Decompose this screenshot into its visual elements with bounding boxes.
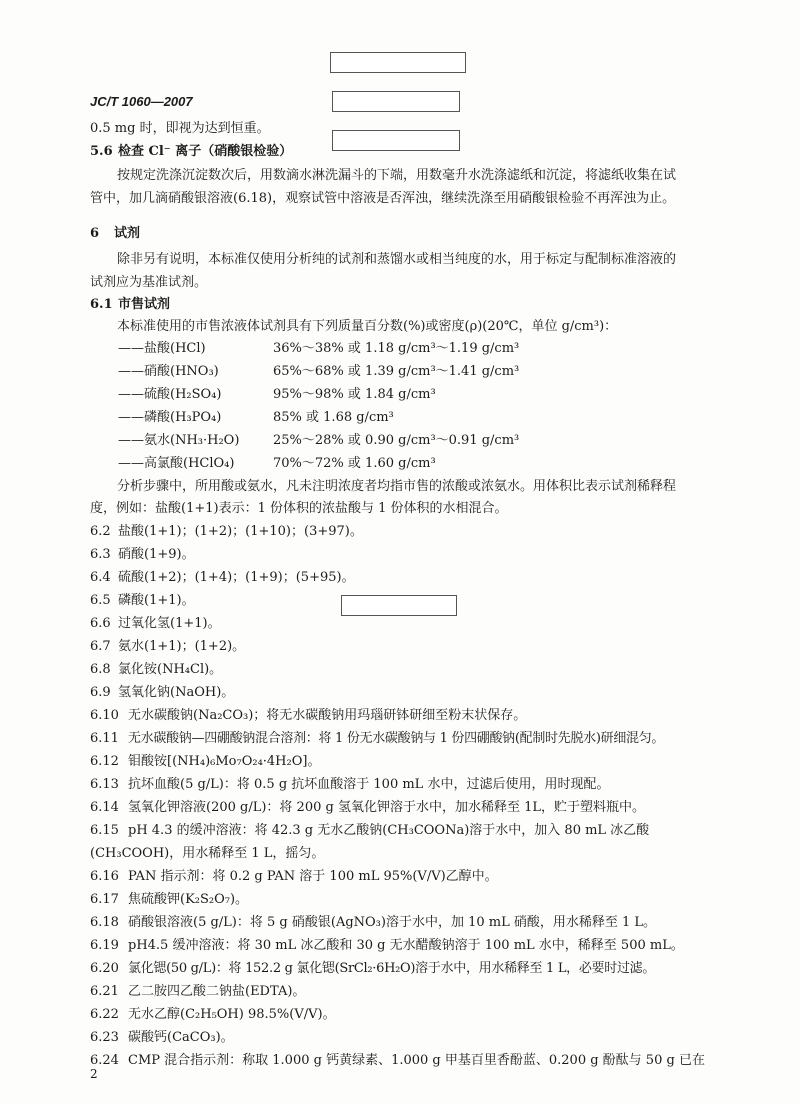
reagent-name: ——高氯酸(HClO₄) [118, 456, 235, 471]
reagent-row [118, 386, 436, 403]
blank-box-item-6-6 [341, 595, 457, 616]
list-item [90, 753, 320, 770]
section-6-heading [90, 225, 140, 242]
item-text: 硝酸(1+9)。 [118, 547, 195, 562]
list-item [90, 684, 234, 701]
item-text: 钼酸铵[(NH₄)₆Mo₇O₂₄·4H₂O]。 [128, 754, 321, 769]
item-number: 6.7 [90, 639, 111, 654]
item-number: 6.24 [90, 1053, 119, 1068]
reagent-spec: 85% 或 1.68 g/cm³ [273, 410, 394, 425]
item-number: 6.3 [90, 547, 111, 562]
item-number: 6.18 [90, 915, 119, 930]
list-item [90, 1052, 705, 1069]
item-number: 6.2 [90, 524, 111, 539]
section-6-para-line1: 除非另有说明，本标准仅使用分析纯的试剂和蒸馏水或相当纯度的水，用于标定与配制标准溶液的 [117, 252, 677, 267]
reagent-row [118, 432, 519, 449]
section-5-6-number: 5.6 [90, 144, 113, 159]
list-item [90, 569, 355, 586]
section-5-6-para-line2: 管中，加几滴硝酸银溶液(6.18)，观察试管中溶液是否浑浊，继续洗涤至用硝酸银检验不再浑浊为止。 [90, 191, 676, 206]
item-text: 焦硫酸钾(K₂S₂O₇)。 [128, 892, 249, 907]
section-6-1-title: 市售试剂 [118, 297, 171, 312]
item-number: 6.8 [90, 662, 111, 677]
item-text: CMP 混合指示剂：称取 1.000 g 钙黄绿素、1.000 g 甲基百里香酚蓝、0.200 g 酚酞与 50 g 已在 [128, 1053, 705, 1068]
item-number: 6.11 [90, 731, 119, 746]
item-number: 6.14 [90, 800, 119, 815]
item-text: 无水乙醇(C₂H₅OH) 98.5%(V/V)。 [128, 1007, 336, 1022]
item-text: 磷酸(1+1)。 [118, 593, 195, 608]
reagent-name: ——硝酸(HNO₃) [118, 364, 219, 379]
list-item-continuation: (CH₃COOH)，用水稀释至 1 L，摇匀。 [90, 846, 325, 861]
section-6-1-intro: 本标准使用的市售浓液体试剂具有下列质量百分数(%)或密度(ρ)(20℃，单位 g/cm³)： [117, 319, 618, 334]
reagent-row [118, 340, 519, 357]
section-5-6-title: 检查 Cl⁻ 离子（硝酸银检验） [118, 144, 293, 159]
list-item [90, 707, 526, 724]
reagent-spec: 65%～68% 或 1.39 g/cm³～1.41 g/cm³ [273, 364, 520, 379]
dilution-note-line1: 分析步骤中，所用酸或氨水，凡未注明浓度者均指市售的浓酸或浓氨水。用体积比表示试剂稀释程 [117, 479, 677, 494]
intro-line: 0.5 mg 时，即视为达到恒重。 [90, 121, 270, 136]
item-number: 6.12 [90, 754, 119, 769]
list-item [90, 546, 195, 563]
item-text: 碳酸钙(CaCO₃)。 [128, 1030, 234, 1045]
item-text: 氢氧化钠(NaOH)。 [118, 685, 235, 700]
reagent-spec: 25%～28% 或 0.90 g/cm³～0.91 g/cm³ [273, 433, 520, 448]
reagent-spec: 36%～38% 或 1.18 g/cm³～1.19 g/cm³ [273, 341, 520, 356]
list-item [90, 592, 195, 609]
item-number: 6.10 [90, 708, 119, 723]
item-text: 过氧化氢(1+1)。 [118, 616, 221, 631]
blank-box-header-right [332, 91, 460, 112]
item-text: 乙二胺四乙酸二钠盐(EDTA)。 [128, 984, 306, 999]
item-text: 无水碳酸钠(Na₂CO₃)；将无水碳酸钠用玛瑙研钵研细至粉末状保存。 [128, 708, 527, 723]
list-item [90, 1006, 336, 1023]
item-number: 6.4 [90, 570, 111, 585]
item-text: PAN 指示剂：将 0.2 g PAN 溶于 100 mL 95%(V/V)乙醇中。 [128, 869, 498, 884]
reagent-name: ——盐酸(HCl) [118, 341, 206, 356]
reagent-name: ——硫酸(H₂SO₄) [118, 387, 222, 402]
list-item [90, 868, 498, 885]
list-item [90, 891, 248, 908]
list-item [90, 776, 609, 793]
list-item [90, 661, 222, 678]
item-text: 氢氧化钾溶液(200 g/L)：将 200 g 氢氧化钾溶于水中，加水稀释至 1L，贮于塑料瓶中。 [128, 800, 645, 815]
item-text: 氨水(1+1)；(1+2)。 [118, 639, 246, 654]
item-number: 6.22 [90, 1007, 119, 1022]
item-number: 6.19 [90, 938, 119, 953]
item-text: 抗坏血酸(5 g/L)：将 0.5 g 抗坏血酸溶于 100 mL 水中，过滤后使用，用时现配。 [128, 777, 610, 792]
list-item [90, 937, 684, 954]
list-item [90, 822, 649, 839]
item-number: 6.6 [90, 616, 111, 631]
item-number: 6.9 [90, 685, 111, 700]
list-item [90, 638, 245, 655]
item-number: 6.5 [90, 593, 111, 608]
list-item [90, 799, 645, 816]
item-number: 6.13 [90, 777, 119, 792]
reagent-row [118, 455, 436, 472]
item-text: pH4.5 缓冲溶液：将 30 mL 冰乙酸和 30 g 无水醋酸钠溶于 100 mL 水中，稀释至 500 mL。 [128, 938, 684, 953]
reagent-spec: 70%～72% 或 1.60 g/cm³ [273, 456, 436, 471]
blank-box-top [330, 52, 466, 73]
standard-code: JC/T 1060—2007 [90, 94, 193, 109]
dilution-note-line2: 度，例如：盐酸(1+1)表示：1 份体积的浓盐酸与 1 份体积的水相混合。 [90, 501, 508, 516]
item-text: 无水碳酸钠—四硼酸钠混合溶剂：将 1 份无水碳酸钠与 1 份四硼酸钠(配制时先脱水)研细混匀。 [128, 731, 665, 746]
item-text: 盐酸(1+1)；(1+2)；(1+10)；(3+97)。 [118, 524, 363, 539]
item-text: 氯化铵(NH₄Cl)。 [118, 662, 223, 677]
section-5-6-heading [90, 143, 292, 160]
list-item [90, 1029, 234, 1046]
reagent-row [118, 409, 394, 426]
item-text: pH 4.3 的缓冲溶液：将 42.3 g 无水乙酸钠(CH₃COONa)溶于水中，加入 80 mL 冰乙酸 [128, 823, 650, 838]
page-number: 2 [90, 1067, 98, 1081]
list-item [90, 983, 305, 1000]
section-6-1-heading [90, 296, 170, 313]
reagent-row [118, 363, 519, 380]
section-6-number: 6 [90, 226, 100, 241]
item-number: 6.21 [90, 984, 119, 999]
item-number: 6.17 [90, 892, 119, 907]
item-text: 硝酸银溶液(5 g/L)：将 5 g 硝酸银(AgNO₃)溶于水中，加 10 mL 硝酸，用水稀释至 1 L。 [128, 915, 657, 930]
item-number: 6.16 [90, 869, 119, 884]
reagent-name: ——氨水(NH₃·H₂O) [118, 433, 240, 448]
item-text: 氯化锶(50 g/L)：将 152.2 g 氯化锶(SrCl₂·6H₂O)溶于水中，用水稀释至 1 L，必要时过滤。 [128, 961, 656, 976]
reagent-name: ——磷酸(H₃PO₄) [118, 410, 222, 425]
blank-box-mid [332, 130, 460, 151]
item-number: 6.15 [90, 823, 119, 838]
reagent-spec: 95%～98% 或 1.84 g/cm³ [273, 387, 436, 402]
list-item [90, 615, 221, 632]
item-number: 6.23 [90, 1030, 119, 1045]
item-text: 硫酸(1+2)；(1+4)；(1+9)；(5+95)。 [118, 570, 355, 585]
section-5-6-para-line1: 按规定洗涤沉淀数次后，用数滴水淋洗漏斗的下端，用数毫升水洗涤滤纸和沉淀，将滤纸收集在试 [117, 168, 677, 183]
item-number: 6.20 [90, 961, 119, 976]
list-item [90, 523, 363, 540]
section-6-para-line2: 试剂应为基准试剂。 [90, 275, 208, 290]
list-item [90, 914, 656, 931]
section-6-1-number: 6.1 [90, 297, 113, 312]
section-6-title: 试剂 [114, 226, 141, 241]
list-item [90, 960, 655, 977]
list-item [90, 730, 664, 747]
